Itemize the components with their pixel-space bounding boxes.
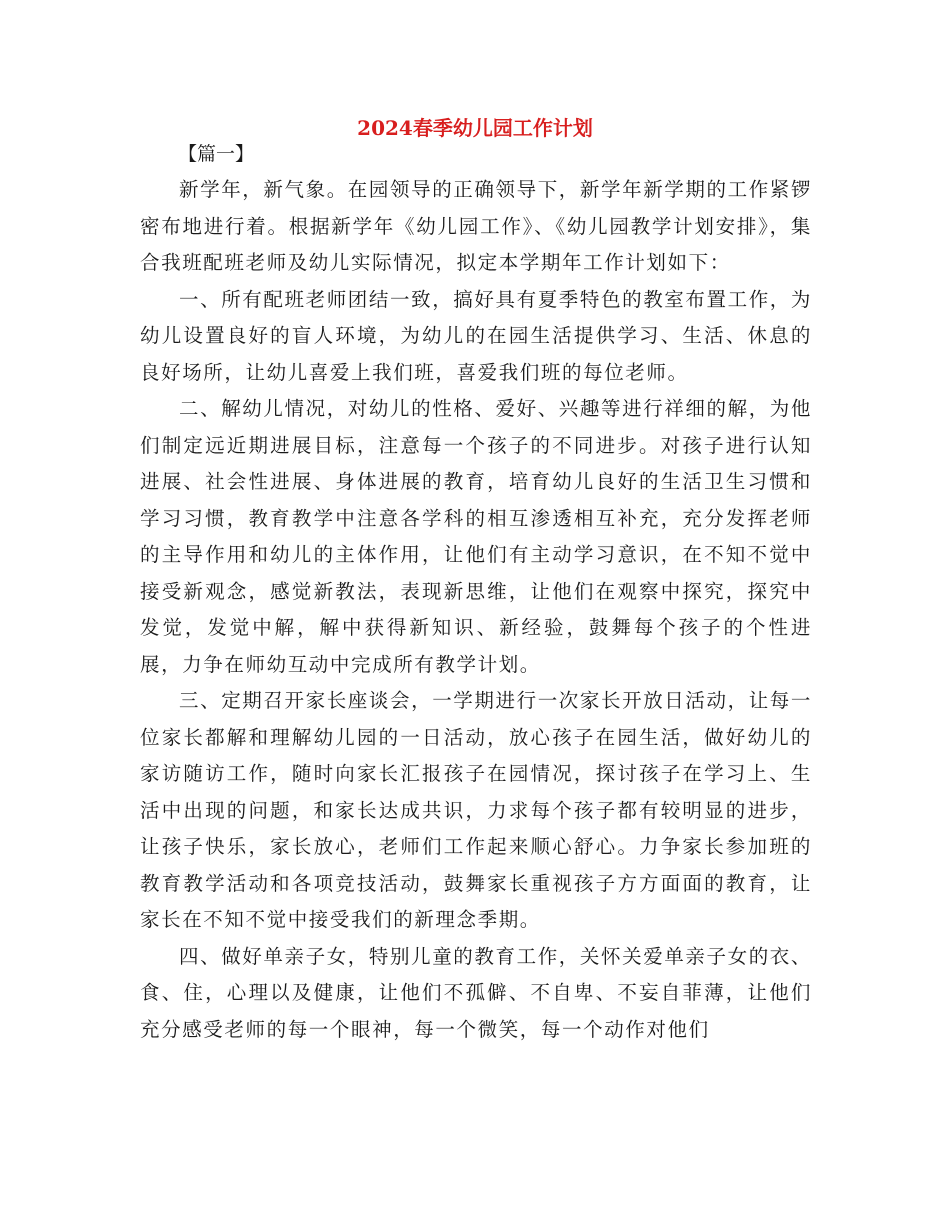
document-title: 2024春季幼儿园工作计划 bbox=[357, 116, 593, 140]
paragraph-item-2: 二、解幼儿情况，对幼儿的性格、爱好、兴趣等进行祥细的解，为他们制定远近期进展目标，注意每一个孩子的不同进步。对孩子进行认知进展、社会性进展、身体进展的教育，培育幼儿良好的生活卫生习惯和学习习惯，教育教学中注意各学科的相互渗透相互补充，充分发挥老师的主导作用和幼儿的主体作用，让他们有主动学习意识，在不知不觉中接受新观念，感觉新教法，表现新思维，让他们在观察中探究，探究中发觉，发觉中解，解中获得新知识、新经验，鼓舞每个孩子的个性进展，力争在师幼互动中完成所有教学计划。 bbox=[140, 397, 813, 676]
paragraph-item-3: 三、定期召开家长座谈会，一学期进行一次家长开放日活动，让每一位家长都解和理解幼儿园的一日活动，放心孩子在园生活，做好幼儿的家访随访工作，随时向家长汇报孩子在园情况，探讨孩子在学习上、生活中出现的问题，和家长达成共识，力求每个孩子都有较明显的进步，让孩子快乐，家长放心，老师们工作起来顺心舒心。力争家长参加班的教育教学活动和各项竞技活动，鼓舞家长重视孩子方方面面的教育，让家长在不知不觉中接受我们的新理念季期。 bbox=[140, 689, 813, 931]
paragraph-intro: 新学年，新气象。在园领导的正确领导下，新学年新学期的工作紧锣密布地进行着。根据新学年《幼儿园工作》、《幼儿园教学计划安排》，集合我班配班老师及幼儿实际情况，拟定本学期年工作计划如下： bbox=[140, 178, 813, 274]
document-body bbox=[140, 172, 812, 1048]
paragraph-item-1: 一、所有配班老师团结一致，搞好具有夏季特色的教室布置工作，为幼儿设置良好的盲人环境，为幼儿的在园生活提供学习、生活、休息的良好场所，让幼儿喜爱上我们班，喜爱我们班的每位老师。 bbox=[140, 287, 813, 384]
section-label: 【篇一】 bbox=[178, 143, 255, 165]
paragraph-item-4: 四、做好单亲子女，特别儿童的教育工作，关怀关爱单亲子女的衣、食、住，心理以及健康，让他们不孤僻、不自卑、不妄自菲薄，让他们充分感受老师的每一个眼神，每一个微笑，每一个动作对他们 bbox=[140, 944, 813, 1041]
